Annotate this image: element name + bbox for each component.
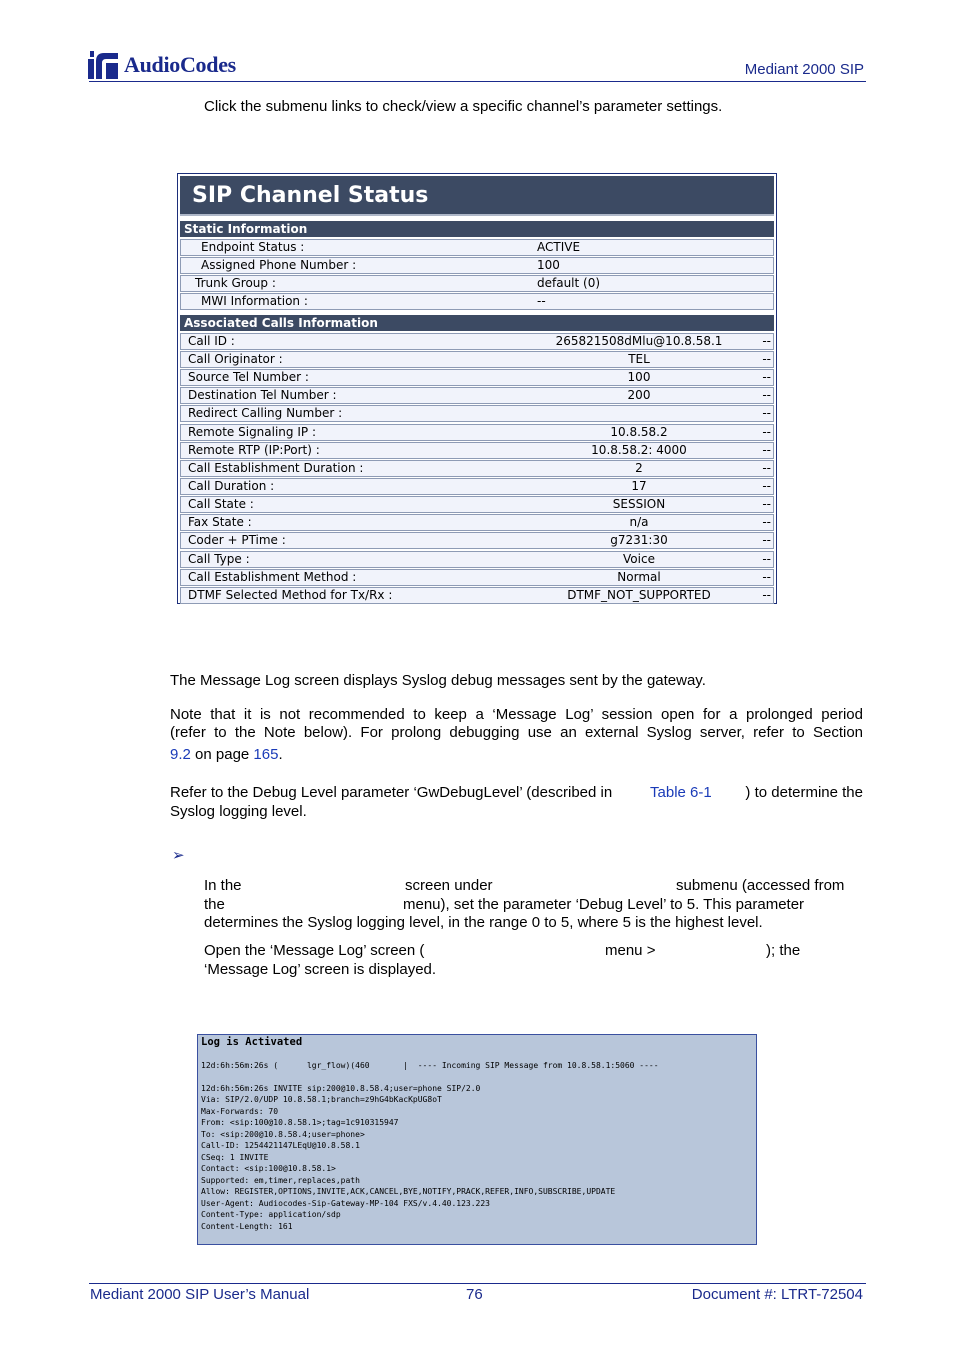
section-link[interactable]: 9.2 [170,746,191,763]
step2-text: Open the ‘Message Log’ screen ( [204,942,425,959]
audiocodes-logo [88,50,236,80]
log-line: Content-Length: 161 [201,1222,293,1231]
row-label: Remote Signaling IP : [188,425,316,439]
paragraph-debug-level-line2: Syslog logging level. [170,803,307,820]
call-row [180,405,774,422]
row-extra: -- [762,425,771,439]
row-value: TEL [628,352,650,366]
row-extra: -- [762,515,771,529]
sip-channel-status-figure [177,173,777,604]
paragraph-message-log: The Message Log screen displays Syslog debug messages sent by the gateway. [170,672,706,689]
row-extra: -- [762,334,771,348]
row-label: Call Duration : [188,479,275,493]
step1-text: the [204,896,225,913]
bullet-arrow-icon: ➢ [172,847,185,864]
call-row [180,424,774,441]
row-extra: -- [762,552,771,566]
log-line: Contact: <sip:100@10.8.58.1> [201,1164,336,1173]
log-line: 12d:6h:56m:26s INVITE sip:200@10.8.58.4;user=phone SIP/2.0 [201,1084,481,1093]
footer-page-number: 76 [466,1286,483,1303]
sip-status-title: SIP Channel Status [180,176,774,216]
row-extra: -- [762,388,771,402]
text: on page [190,746,254,763]
header-rule [89,81,866,82]
row-value: -- [537,294,546,308]
row-label: Call Type : [188,552,250,566]
call-row [180,496,774,513]
log-line: 12d:6h:56m:26s ( lgr_flow)(460 | ---- Incoming SIP Message from 10.8.58.1:5060 ---- [201,1061,659,1070]
step1-text: screen under [405,877,493,894]
paragraph-debug-level [170,783,863,802]
row-label: Trunk Group : [195,276,276,290]
call-row [180,514,774,531]
call-row [180,442,774,459]
header-product: Mediant 2000 SIP [744,61,864,78]
row-label: Call ID : [188,334,235,348]
row-value: Voice [623,552,655,566]
step2-text: menu > [605,942,656,959]
row-label: Remote RTP (IP:Port) : [188,443,320,457]
row-value: g7231:30 [610,533,668,547]
row-value: n/a [629,515,649,529]
row-extra: -- [762,497,771,511]
row-label: Call Establishment Duration : [188,461,364,475]
row-extra: -- [762,461,771,475]
static-info-header: Static Information [180,221,774,237]
row-label: Destination Tel Number : [188,388,337,402]
row-value: default (0) [537,276,601,290]
log-line: CSeq: 1 INVITE [201,1153,269,1162]
step2-text: ‘Message Log’ screen is displayed. [204,961,437,978]
row-value: 200 [627,388,651,402]
footer-manual-title: Mediant 2000 SIP User’s Manual [90,1286,310,1303]
call-row [180,387,774,404]
paragraph-note-line1: Note that it is not recommended to keep a ‘Message Log’ session open for a prolonged period [170,706,863,723]
step1-text: submenu (accessed from [676,877,845,894]
call-row [180,460,774,477]
log-title: Log is Activated [201,1036,303,1048]
row-label: MWI Information : [201,294,308,308]
text: . [278,746,283,763]
log-line: Allow: REGISTER,OPTIONS,INVITE,ACK,CANCEL,BYE,NOTIFY,PRACK,REFER,INFO,SUBSCRIBE,UPDATE [201,1187,616,1196]
intro-text: Click the submenu links to check/view a specific channel’s parameter settings. [204,98,723,115]
row-extra: -- [762,533,771,547]
row-extra: -- [762,479,771,493]
row-value: Normal [617,570,661,584]
row-label: Redirect Calling Number : [188,406,343,420]
row-label: Assigned Phone Number : [201,258,357,272]
row-value: SESSION [612,497,666,511]
log-line: User-Agent: Audiocodes-Sip-Gateway-MP-104 FXS/v.4.40.123.223 [201,1199,490,1208]
call-row [180,551,774,568]
log-line: To: <sip:200@10.8.58.4;user=phone> [201,1130,365,1139]
logo-text: AudioCodes [124,52,236,77]
log-line: From: <sip:100@10.8.58.1>;tag=1c910315947 [201,1118,399,1127]
log-line: Max-Forwards: 70 [201,1107,279,1116]
row-extra: -- [762,570,771,584]
row-value: ACTIVE [537,240,581,254]
call-row [180,587,774,604]
log-line: Via: SIP/2.0/UDP 10.8.58.1;branch=z9hG4bKacKpUG8oT [201,1095,442,1104]
log-line: Content-Type: application/sdp [201,1210,341,1219]
log-line: Call-ID: 1254421147LEqU@10.8.58.1 [201,1141,360,1150]
audiocodes-logo-icon [88,51,120,79]
footer-document-number: Document #: LTRT-72504 [691,1286,863,1303]
call-row [180,333,774,350]
row-label: Call State : [188,497,254,511]
row-label: DTMF Selected Method for Tx/Rx : [188,588,393,602]
log-line: Supported: em,timer,replaces,path [201,1176,360,1185]
call-row [180,532,774,549]
call-row [180,478,774,495]
row-label: Call Establishment Method : [188,570,357,584]
static-row [180,293,774,310]
page-link[interactable]: 165 [253,746,279,763]
row-value: 100 [537,258,560,272]
table-link[interactable]: Table 6-1 [650,784,712,801]
static-row [180,257,774,274]
paragraph-note-line2: (refer to the Note below). For prolong debugging use an external Syslog server, refer to Section [170,724,863,741]
row-label: Source Tel Number : [188,370,309,384]
row-value: DTMF_NOT_SUPPORTED [567,588,711,602]
row-value: 2 [635,461,643,475]
call-row [180,369,774,386]
row-value: 100 [627,370,651,384]
row-label: Endpoint Status : [201,240,305,254]
calls-info-header: Associated Calls Information [180,315,774,331]
row-extra: -- [762,588,771,602]
step1-text: menu), set the parameter ‘Debug Level’ to 5. This parameter [403,896,805,913]
message-log-figure [197,1034,757,1245]
row-extra: -- [762,352,771,366]
static-row [180,239,774,256]
footer-rule [89,1283,866,1284]
text: Refer to the Debug Level parameter ‘GwDebugLevel’ (described in [170,784,617,801]
row-extra: -- [762,370,771,384]
row-extra: -- [762,443,771,457]
row-value: 10.8.58.2 [610,425,668,439]
call-row [180,351,774,368]
step1-text: determines the Syslog logging level, in the range 0 to 5, where 5 is the highest level. [204,914,763,931]
step1-text: In the [204,877,242,894]
text: ) to determine the [745,784,863,801]
static-row [180,275,774,292]
row-label: Call Originator : [188,352,283,366]
row-label: Coder + PTime : [188,533,286,547]
call-row [180,569,774,586]
step2-text: ); the [766,942,801,959]
row-value: 10.8.58.2: 4000 [591,443,687,457]
row-value: 265821508dMlu@10.8.58.1 [555,334,723,348]
paragraph-note-line3 [170,745,283,764]
row-label: Fax State : [188,515,252,529]
row-value: 17 [631,479,647,493]
row-extra: -- [762,406,771,420]
